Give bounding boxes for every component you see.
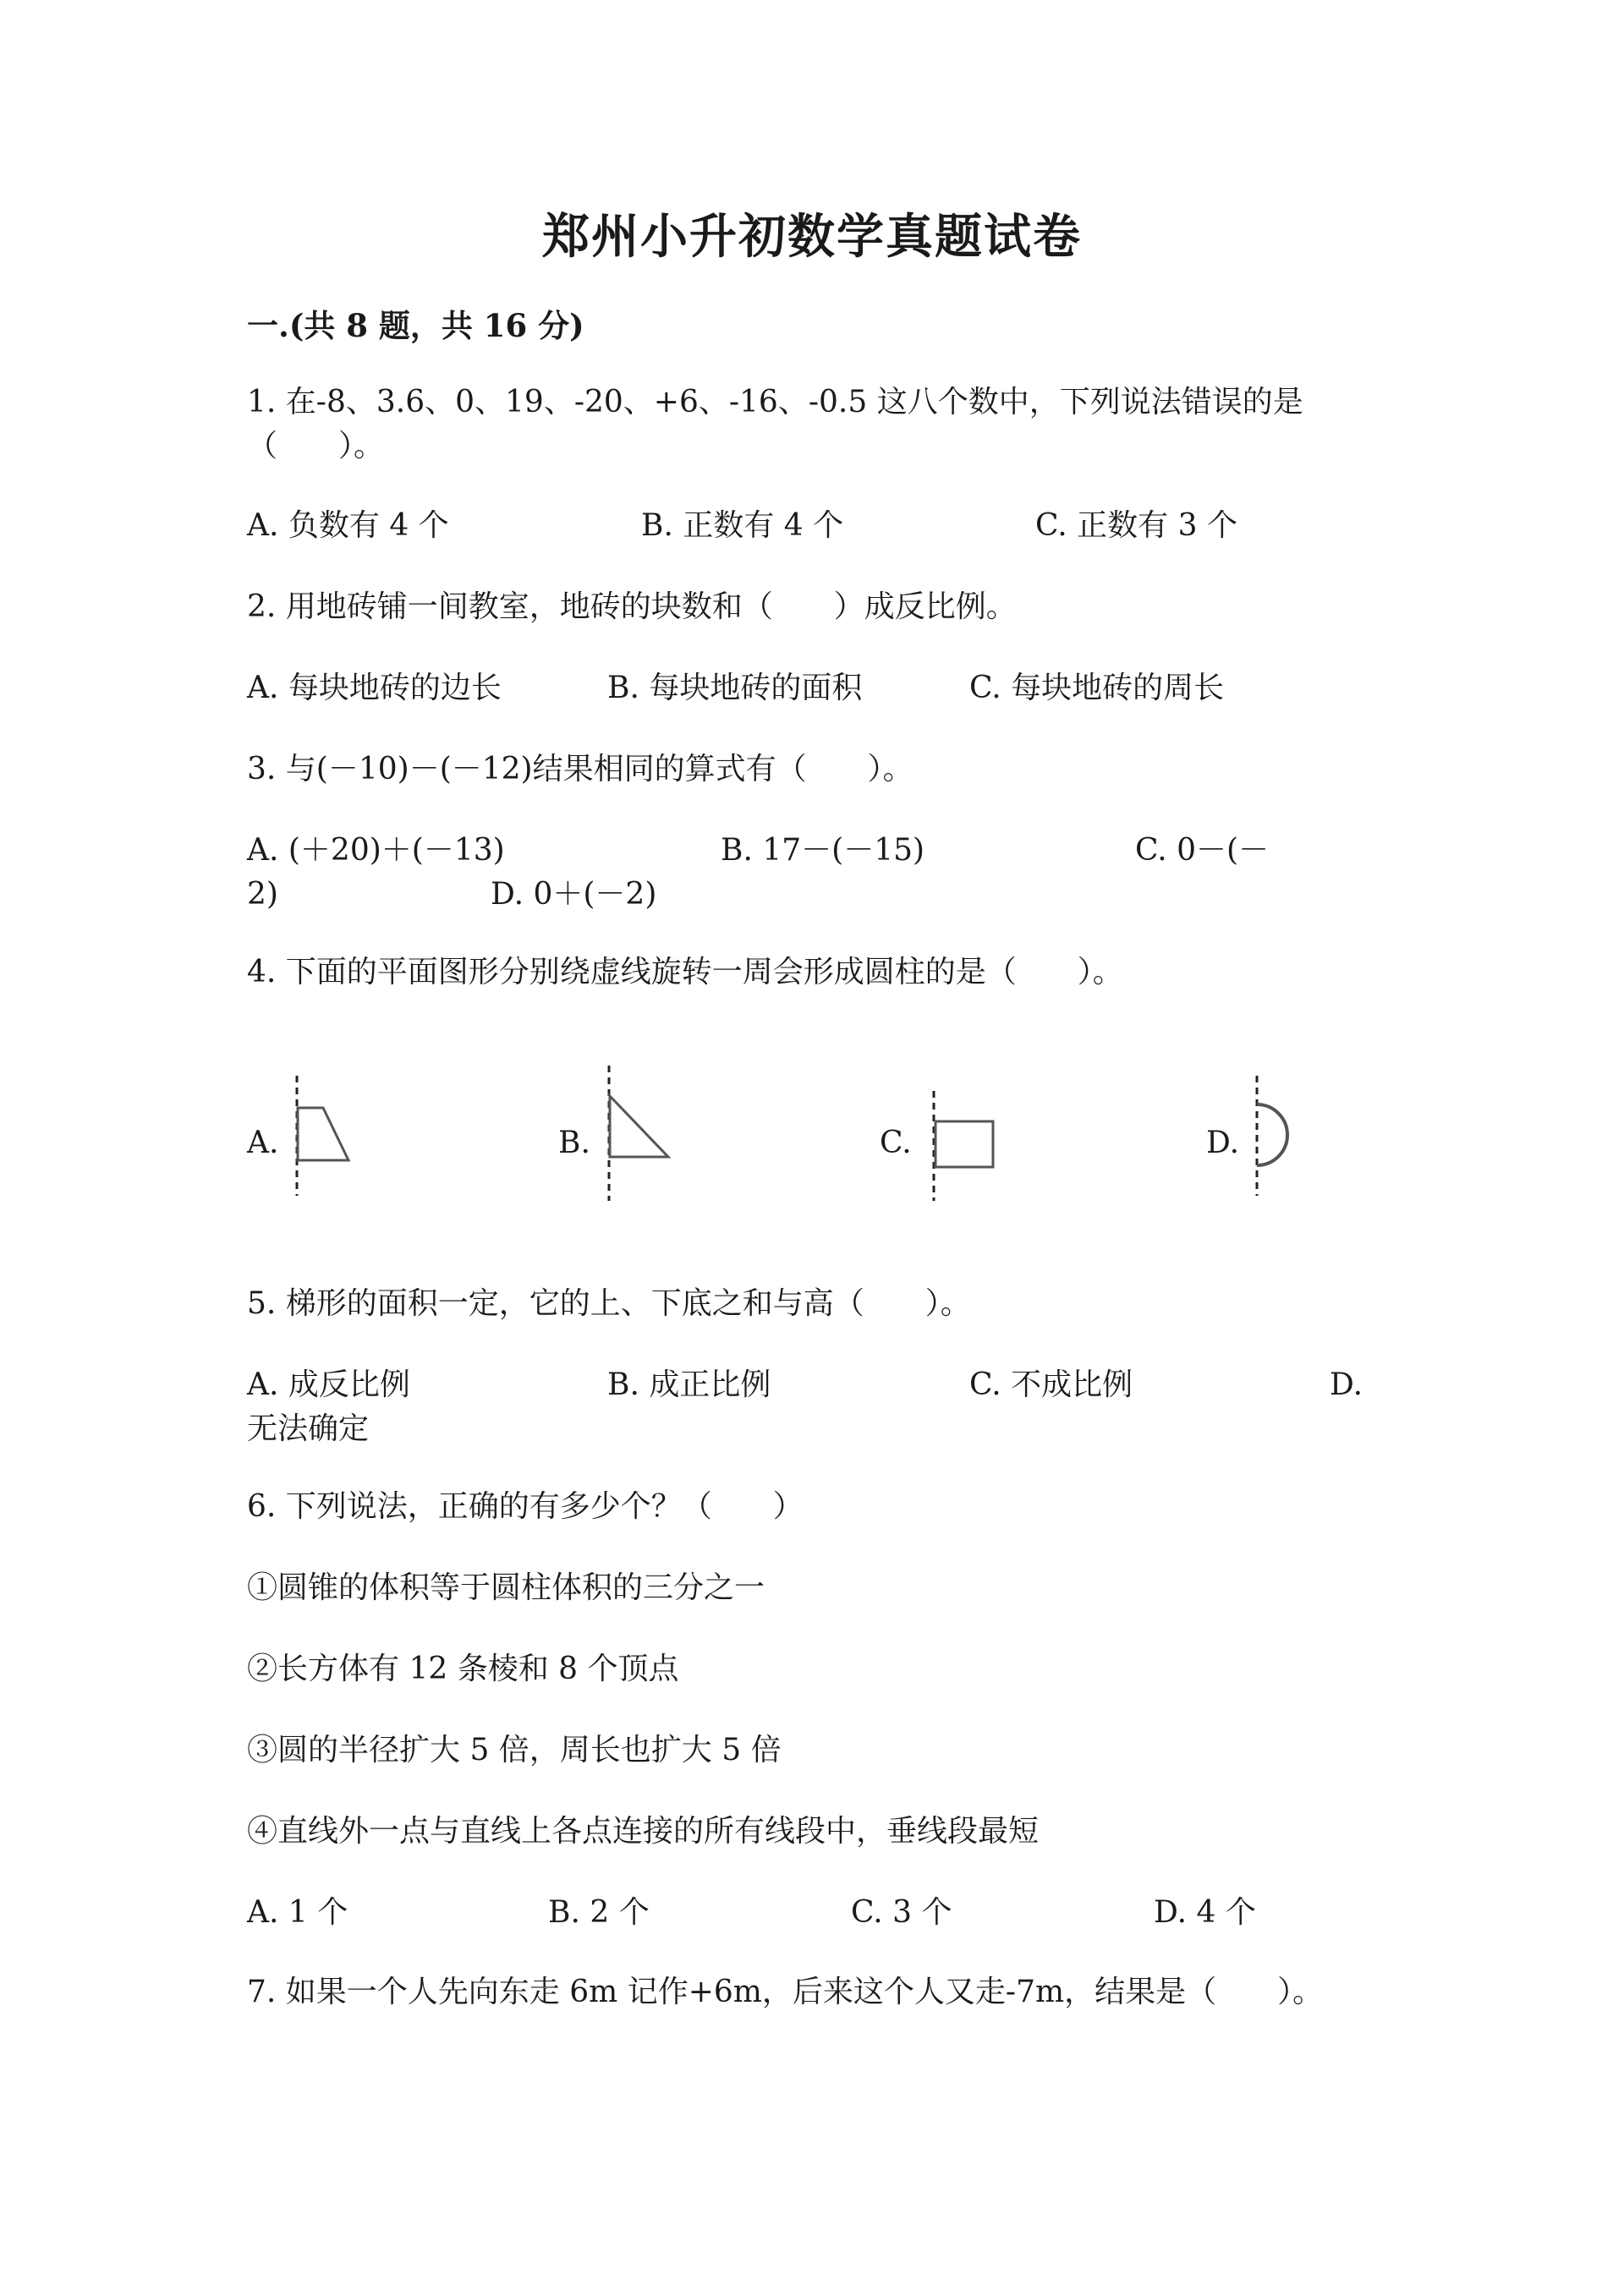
- question-4-option-b: B.: [558, 1126, 590, 1160]
- question-5-option-c: C. 不成比例: [969, 1367, 1133, 1402]
- question-1-option-a: A. 负数有 4 个: [247, 508, 449, 543]
- question-6-option-a: A. 1 个: [247, 1895, 348, 1930]
- question-5-stem: 5. 梯形的面积一定，它的上、下底之和与高（ ）。: [247, 1286, 971, 1321]
- figure-c-rectangle: [919, 1088, 1012, 1206]
- question-4-option-d: D.: [1206, 1126, 1240, 1160]
- question-6-statement-3: ③圆的半径扩大 5 倍，周长也扩大 5 倍: [247, 1733, 782, 1767]
- question-5-option-d: D.: [1330, 1367, 1363, 1402]
- figure-d-semicircle: [1240, 1072, 1316, 1199]
- question-2-option-c: C. 每块地砖的周长: [969, 671, 1225, 705]
- question-6-statement-1: ①圆锥的体积等于圆柱体积的三分之一: [247, 1570, 765, 1605]
- question-4-option-a: A.: [247, 1126, 279, 1160]
- question-3-option-c-cont: 2): [247, 877, 278, 912]
- question-3-stem: 3. 与(－10)－(－12)结果相同的算式有（ ）。: [247, 752, 914, 786]
- question-1-stem: 1. 在-8、3.6、0、19、-20、+6、-16、-0.5 这八个数中，下列说法错误的是: [247, 385, 1303, 419]
- question-6-statement-4: ④直线外一点与直线上各点连接的所有线段中，垂线段最短: [247, 1814, 1040, 1849]
- question-7-stem: 7. 如果一个人先向东走 6m 记作+6m，后来这个人又走-7m，结果是（ ）。: [247, 1975, 1324, 2009]
- question-1-option-c: C. 正数有 3 个: [1035, 508, 1237, 543]
- question-4-stem: 4. 下面的平面图形分别绕虚线旋转一周会形成圆柱的是（ ）。: [247, 955, 1123, 989]
- question-5-option-d-text: 无法确定: [247, 1411, 370, 1446]
- question-3-option-a: A. (＋20)＋(－13): [247, 833, 505, 868]
- question-2-option-b: B. 每块地砖的面积: [607, 671, 863, 705]
- question-1-stem-blank: （ ）。: [247, 429, 385, 463]
- question-5-option-a: A. 成反比例: [247, 1367, 410, 1402]
- question-3-option-d: D. 0＋(－2): [491, 877, 657, 912]
- section-heading: 一.(共 8 题，共 16 分): [247, 307, 584, 344]
- question-1-option-b: B. 正数有 4 个: [641, 508, 844, 543]
- question-3-option-c: C. 0－(－: [1135, 833, 1270, 868]
- page-title: 郑州小升初数学真题试卷: [542, 209, 1082, 265]
- question-6-statement-2: ②长方体有 12 条棱和 8 个顶点: [247, 1652, 679, 1686]
- question-2-stem: 2. 用地砖铺一间教室，地砖的块数和（ ）成反比例。: [247, 589, 1017, 624]
- question-6-option-c: C. 3 个: [851, 1895, 952, 1930]
- question-6-option-d: D. 4 个: [1154, 1895, 1256, 1930]
- figure-a-trapezoid: [279, 1072, 372, 1199]
- figure-b-triangle: [592, 1062, 685, 1206]
- question-6-option-b: B. 2 个: [548, 1895, 650, 1930]
- question-6-stem: 6. 下列说法，正确的有多少个？（ ）: [247, 1489, 804, 1524]
- question-2-option-a: A. 每块地砖的边长: [247, 671, 502, 705]
- question-4-option-c: C.: [880, 1126, 912, 1160]
- question-5-option-b: B. 成正比例: [607, 1367, 771, 1402]
- question-3-option-b: B. 17－(－15): [721, 833, 925, 868]
